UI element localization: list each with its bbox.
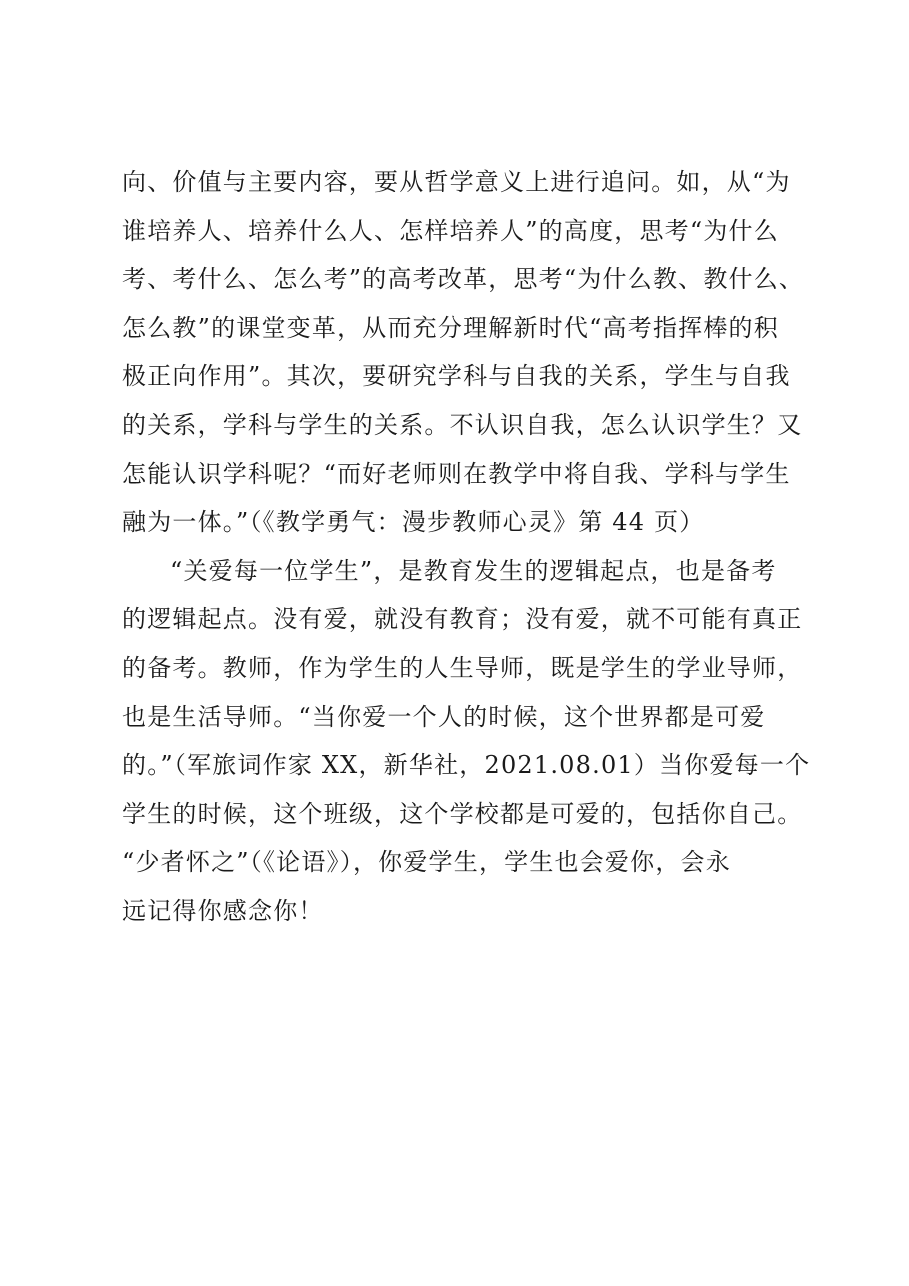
text-line: 向、价值与主要内容，要从哲学意义上进行追问。如，从“为	[122, 168, 791, 196]
text-line: 怎能认识学科呢？“而好老师则在教学中将自我、学科与学生	[122, 459, 791, 488]
text-line: “关爱每一位学生”，是教育发生的逻辑起点，也是备考	[170, 556, 777, 585]
text-line: 的逻辑起点。没有爱，就没有教育；没有爱，就不可能有真正	[122, 605, 803, 634]
text-line: 怎么教”的课堂变革，从而充分理解新时代“高考指挥棒的积	[122, 313, 779, 342]
text-line: 远记得你感念你！	[122, 896, 324, 925]
text-line: “少者怀之”（《论语》），你爱学生，学生也会爱你，会永	[122, 848, 731, 877]
text-line: 考、考什么、怎么考”的高考改革，思考“为什么教、教什么、	[122, 265, 805, 294]
text-line: 的。”（军旅词作家 XX，新华社，2021.08.01）当你爱每一个	[122, 751, 811, 780]
text-line: 的关系，学科与学生的关系。不认识自我，怎么认识学生？又	[122, 410, 803, 439]
text-line: 谁培养人、培养什么人、怎样培养人”的高度，思考“为什么	[122, 216, 779, 245]
paragraph-1	[122, 158, 842, 547]
text-line: 也是生活导师。“当你爱一个人的时候，这个世界都是可爱	[122, 702, 766, 731]
text-line: 融为一体。”（《教学勇气：漫步教师心灵》第 44 页）	[122, 508, 705, 537]
text-line: 极正向作用”。其次，要研究学科与自我的关系，学生与自我	[122, 362, 791, 391]
text-line: 学生的时候，这个班级，这个学校都是可爱的，包括你自己。	[122, 799, 803, 828]
paragraph-2	[122, 547, 842, 936]
body-text	[122, 158, 842, 936]
text-line: 的备考。教师，作为学生的人生导师，既是学生的学业导师，	[122, 653, 803, 682]
